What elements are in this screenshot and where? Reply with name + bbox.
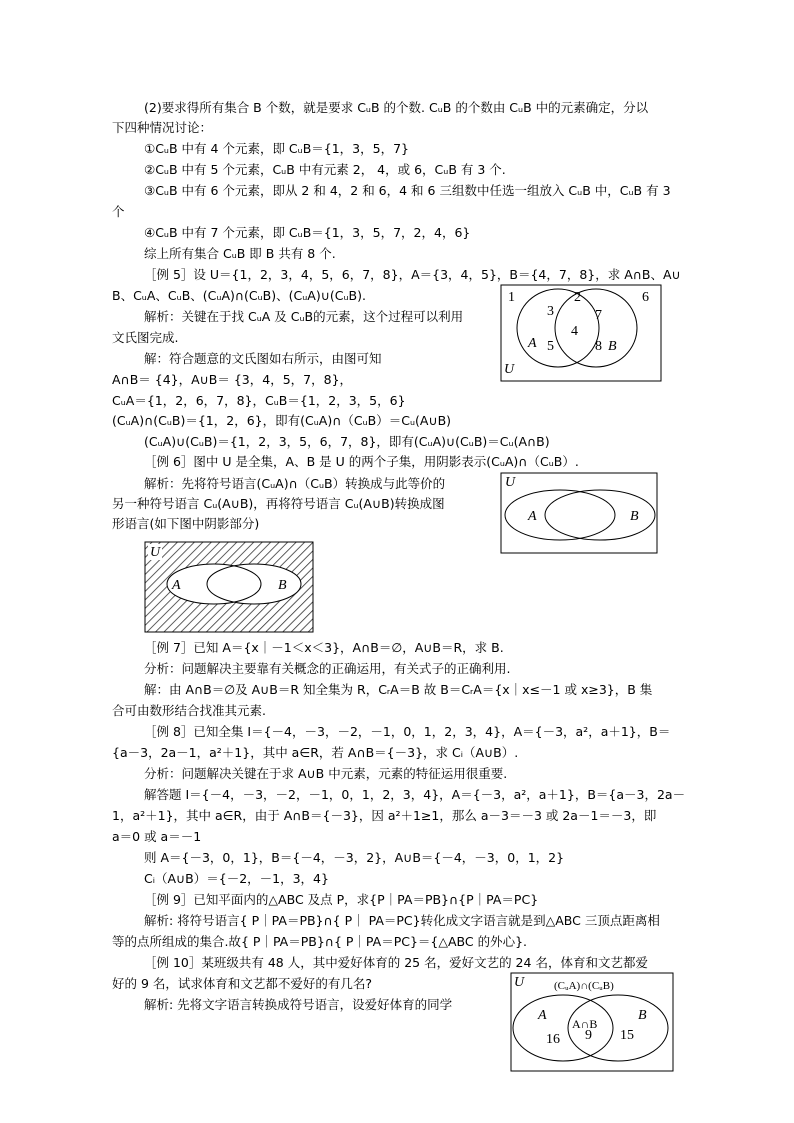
text-line: (CᵤA)∩(CᵤB)＝{1，2，6}，即有(CᵤA)∩（CᵤB）＝Cᵤ(A∪B) — [112, 413, 452, 428]
universal-set-label: U — [504, 362, 515, 377]
universal-set-label: U — [505, 475, 516, 490]
text-line: 解：符合题意的文氏图如右所示，由图可知 — [144, 351, 382, 366]
text-line: 等的点所组成的集合.故{ P｜PA＝PB}∩{ P｜PA＝PC}＝{△ABC 的外心}. — [112, 934, 528, 949]
text-line: 解析：关键在于找 CᵤA 及 CᵤB的元素，这个过程可以利用 — [144, 309, 464, 324]
text-line: 解析：先将符号语言(CᵤA)∩（CᵤB）转换成与此等价的 — [144, 476, 446, 491]
text-line: ［例 5］设 U＝{1，2，3，4，5，6，7，8}，A＝{3，4，5}，B＝{4，7，8}，求 A∩B、A∪ — [144, 267, 681, 282]
text-line: 另一种符号语言 Cᵤ(A∪B)，再将符号语言 Cᵤ(A∪B)转换成图 — [112, 496, 445, 511]
text-line: (2)要求得所有集合 B 个数，就是要求 CᵤB 的个数. CᵤB 的个数由 CᵤB 中的元素确定，分以 — [144, 100, 649, 115]
set-b-label: B — [630, 509, 639, 524]
text-line: 好的 9 名，试求体育和文艺都不爱好的有几名? — [112, 976, 373, 991]
text-line: B、CᵤA、CᵤB、(CᵤA)∩(CᵤB)、(CᵤA)∪(CᵤB). — [112, 288, 366, 303]
text-line: 文氏图完成. — [112, 330, 179, 345]
element-8: 8 — [595, 339, 602, 354]
element-1: 1 — [508, 290, 515, 305]
text-line: a＝0 或 a＝－1 — [112, 829, 202, 844]
set-a-label: A — [172, 578, 181, 593]
text-line: 解答题 I＝{－4，－3，－2，－1，0，1，2，3，4}，A＝{－3，a²，a＋1}，B＝{a－3，2a－ — [144, 787, 686, 802]
venn-diagram-shaded-complement — [144, 541, 314, 633]
text-line: {a－3，2a－1，a²＋1}，其中 a∈R，若 A∩B＝{－3}，求 Cᵢ（A∪B）. — [112, 745, 519, 760]
text-line: ②CᵤB 中有 5 个元素，CᵤB 中有元素 2， 4，或 6，CᵤB 有 3 个. — [144, 162, 506, 177]
text-line: 解析: 将符号语言{ P｜PA＝PB}∩{ P｜ PA＝PC}转化成文字语言就是到△ABC 三顶点距离相 — [144, 913, 660, 928]
set-a-label: A — [538, 1008, 547, 1023]
text-line: 合可由数形结合找准其元素. — [112, 703, 266, 718]
set-b-label: B — [608, 339, 617, 354]
text-line: 形语言(如下图中阴影部分) — [112, 516, 260, 531]
element-5: 5 — [547, 339, 554, 354]
text-line: CᵤA＝{1，2，6，7，8}，CᵤB＝{1，2，3，5，6} — [112, 393, 406, 408]
set-b-label: B — [638, 1008, 647, 1023]
text-line: 综上所有集合 CᵤB 即 B 共有 8 个. — [144, 246, 336, 261]
count-a-only: 16 — [546, 1032, 560, 1047]
text-line: ④CᵤB 中有 7 个元素，即 CᵤB＝{1，3，5，7，2，4，6} — [144, 225, 471, 240]
text-line: (CᵤA)∪(CᵤB)＝{1，2，3，5，6，7，8}，即有(CᵤA)∪(CᵤB)＝Cᵤ(A∩B) — [144, 434, 550, 449]
text-line: A∩B＝ {4}，A∪B＝ {3，4，5，7，8}， — [112, 372, 353, 387]
text-line: ［例 9］已知平面内的△ABC 及点 P，求{P｜PA＝PB}∩{P｜PA＝PC} — [144, 892, 539, 907]
text-line: ③CᵤB 中有 6 个元素，即从 2 和 4，2 和 6，4 和 6 三组数中任选一组放入 CᵤB 中，CᵤB 有 3 — [144, 183, 671, 198]
text-line: 分析：问题解决主要靠有关概念的正确运用，有关式子的正确利用. — [144, 661, 511, 676]
text-line: 分析：问题解决关键在于求 A∪B 中元素，元素的特征运用很重要. — [144, 766, 508, 781]
count-b-only: 15 — [620, 1028, 634, 1043]
set-a-circle — [517, 289, 599, 367]
set-b-circle — [555, 289, 637, 367]
element-7: 7 — [595, 308, 602, 323]
text-line: ［例 8］已知全集 I＝{－4，－3，－2，－1，0，1，2，3，4}，A＝{－3，a²，a＋1}，B＝ — [144, 724, 671, 739]
text-line: Cᵢ（A∪B）＝{－2，－1，3，4} — [144, 871, 329, 886]
element-4: 4 — [571, 324, 578, 339]
set-a-circle — [513, 995, 613, 1061]
venn-diagram-example10 — [510, 972, 674, 1072]
count-both: 9 — [585, 1028, 592, 1043]
set-a-label: A — [528, 509, 537, 524]
text-line: ［例 10］某班级共有 48 人，其中爱好体育的 25 名，爱好文艺的 24 名，体育和文艺都爱 — [144, 955, 648, 970]
element-6: 6 — [642, 290, 649, 305]
intersection-label: A∩B — [572, 1017, 598, 1031]
universal-set-label: U — [150, 545, 161, 560]
venn-diagram-example6 — [500, 472, 658, 554]
shaded-region — [145, 542, 313, 632]
text-line: ［例 6］图中 U 是全集，A、B 是 U 的两个子集，用阴影表示(CᵤA)∩（CᵤB）. — [144, 454, 579, 469]
text-line: ［例 7］已知 A＝{x｜－1＜x＜3}，A∩B＝∅，A∪B＝R，求 B. — [144, 640, 504, 655]
complement-label: (CᵤA)∩(CᵤB) — [554, 980, 614, 992]
text-line: 1，a²＋1}，其中 a∈R，由于 A∩B＝{－3}，因 a²＋1≥1，那么 a－3＝－3 或 2a－1＝－3，即 — [112, 808, 657, 823]
text-line: 则 A＝{－3，0，1}，B＝{－4，－3，2}，A∪B＝{－4，－3，0，1，2} — [144, 850, 565, 865]
venn-diagram-example5 — [500, 284, 662, 382]
set-a-label: A — [528, 336, 537, 351]
text-line: 解：由 A∩B＝∅及 A∪B＝R 知全集为 R，CᵣA＝B 故 B＝CᵣA＝{x｜x≤－1 或 x≥3}，B 集 — [144, 682, 653, 697]
element-2: 2 — [574, 290, 581, 305]
universal-set-label: U — [514, 975, 525, 990]
text-line: 解析: 先将文字语言转换成符号语言，设爱好体育的同学 — [144, 997, 453, 1012]
text-line: 个 — [112, 204, 125, 219]
element-3: 3 — [547, 304, 554, 319]
set-b-label: B — [278, 578, 287, 593]
text-line: ①CᵤB 中有 4 个元素，即 CᵤB＝{1，3，5，7} — [144, 141, 409, 156]
text-line: 下四种情况讨论： — [112, 120, 213, 135]
